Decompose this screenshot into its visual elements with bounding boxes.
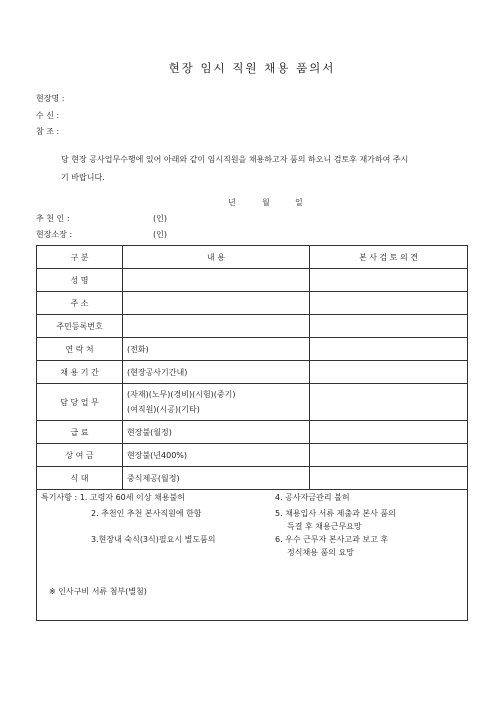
review-cell[interactable] <box>310 361 468 384</box>
table-row <box>37 384 468 421</box>
row-content-meals[interactable]: 중식제공(월정) <box>123 467 310 490</box>
review-cell[interactable] <box>310 338 468 361</box>
paragraph-line-1: 당 현장 공사업무수행에 있어 아래와 같이 임시직원을 채용하고자 품의 하오니 검토후 재가하여 주시 <box>61 155 409 164</box>
duties-line-2: (여직원)(시공)(기타) <box>127 405 200 414</box>
review-cell[interactable] <box>310 384 468 421</box>
notes-item-3: 3.현장내 숙식(3식)필요시 별도품의 <box>91 535 216 544</box>
reference-label: 참 조 : <box>36 127 60 136</box>
site-manager-label: 현장소장 : <box>36 230 73 239</box>
row-content-name[interactable] <box>123 269 310 292</box>
application-table <box>36 245 468 490</box>
row-label-duties: 담 당 업 무 <box>37 384 123 421</box>
date-year: 년 <box>228 198 236 207</box>
review-cell[interactable] <box>310 269 468 292</box>
notes-item-5-line-1: 5. 채용입사 서류 제출과 본사 품의 <box>275 509 396 518</box>
table-row <box>37 292 468 315</box>
table-row <box>37 444 468 467</box>
duties-line-1: (자재)(노무)(경비)(시험)(중기) <box>127 390 236 399</box>
date-day: 일 <box>295 198 303 207</box>
row-label-address: 주 소 <box>37 292 123 315</box>
notes-item-2: 2. 추천인 추천 본사직원에 한함 <box>91 509 202 518</box>
date-month: 월 <box>262 198 270 207</box>
site-manager-seal: (인) <box>153 230 167 239</box>
row-label-salary: 급 료 <box>37 421 123 444</box>
row-label-bonus: 상 여 금 <box>37 444 123 467</box>
special-notes-box <box>36 480 468 621</box>
row-label-meals: 식 대 <box>37 467 123 490</box>
review-cell[interactable] <box>310 421 468 444</box>
row-content-resident-number[interactable] <box>123 315 310 338</box>
document-title: 현장 임시 직원 채용 품의서 <box>168 61 336 75</box>
site-name-label: 현장명 : <box>36 94 65 103</box>
review-cell[interactable] <box>310 292 468 315</box>
notes-item-6-line-2: 정식채용 품의 요망 <box>287 548 354 557</box>
request-paragraph <box>61 151 481 187</box>
table-row <box>37 315 468 338</box>
row-label-contact: 연 락 처 <box>37 338 123 361</box>
row-content-contact[interactable]: (전화) <box>123 338 310 361</box>
notes-item-4: 4. 공사자금관리 불허 <box>275 493 350 502</box>
attachment-note: ※ 인사구비 서류 첨부(별첨) <box>49 587 147 596</box>
row-content-duties[interactable] <box>123 384 310 421</box>
row-content-period[interactable]: (현장공사기간내) <box>123 361 310 384</box>
recommender-seal: (인) <box>153 214 167 223</box>
row-label-resident-number: 주민등록번호 <box>37 315 123 338</box>
review-cell[interactable] <box>310 444 468 467</box>
paragraph-line-2: 기 바랍니다. <box>61 173 105 182</box>
table-row <box>37 361 468 384</box>
recipient-label: 수 신 : <box>36 111 60 120</box>
table-row <box>37 269 468 292</box>
row-content-address[interactable] <box>123 292 310 315</box>
notes-heading: 특기사항 : 1. 고령자 60세 이상 채용불허 <box>41 493 185 502</box>
recommender-label: 추 천 인 : <box>36 214 70 223</box>
row-content-bonus[interactable]: 현장불(년400%) <box>123 444 310 467</box>
header-category: 구 분 <box>37 246 123 269</box>
table-row <box>37 421 468 444</box>
header-review: 본 사 검 토 의 견 <box>310 246 468 269</box>
table-header-row <box>37 246 468 269</box>
review-cell[interactable] <box>310 315 468 338</box>
row-label-name: 성 명 <box>37 269 123 292</box>
notes-item-6-line-1: 6. 우수 근무자 본사고과 보고 후 <box>275 535 389 544</box>
header-content: 내 용 <box>123 246 310 269</box>
row-content-salary[interactable]: 현장불(월정) <box>123 421 310 444</box>
notes-item-5-line-2: 득결 후 채용근무요망 <box>287 522 362 531</box>
row-label-period: 채 용 기 간 <box>37 361 123 384</box>
table-row <box>37 338 468 361</box>
